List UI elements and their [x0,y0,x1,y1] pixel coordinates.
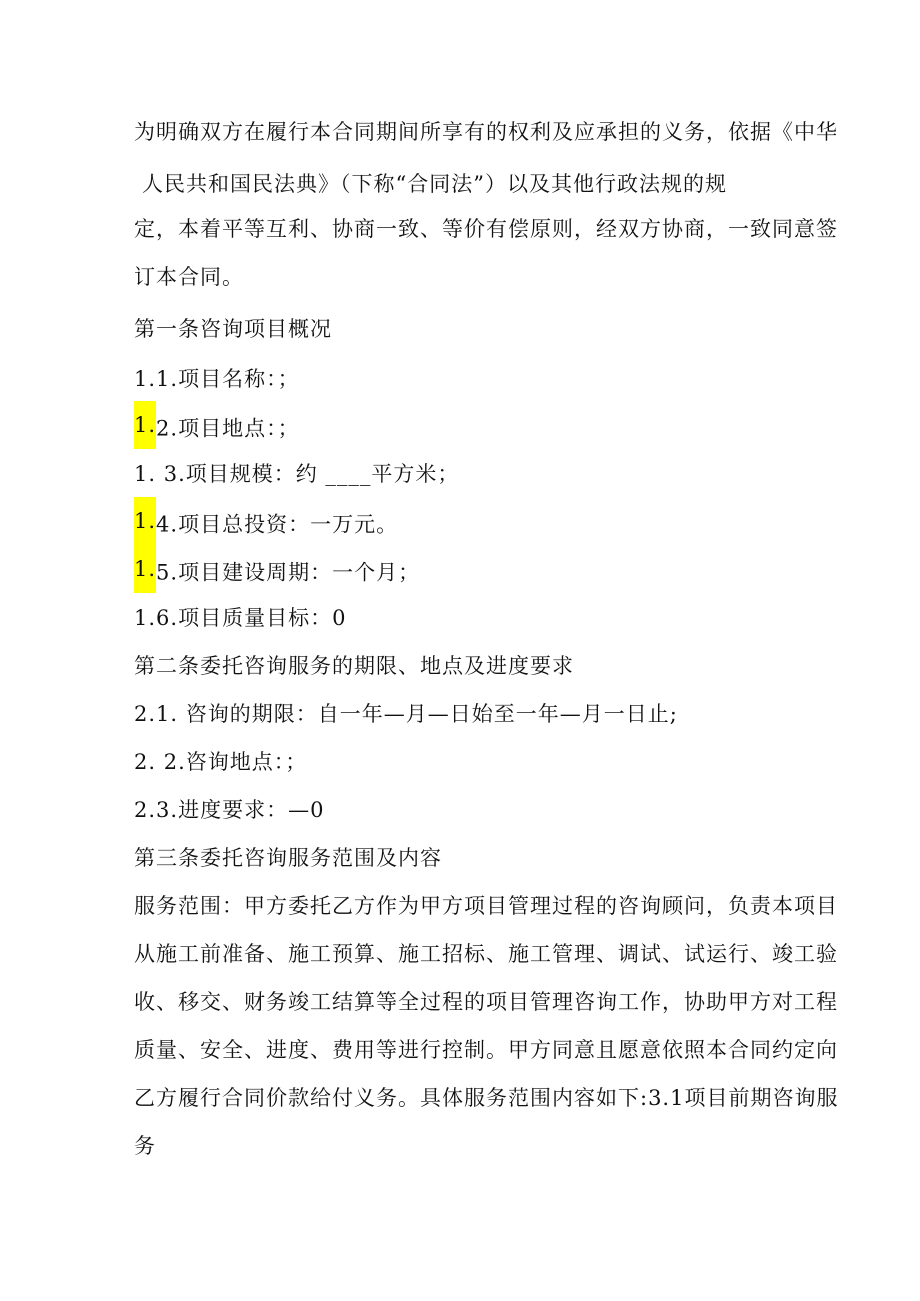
article-3-title: 第三条委托咨询服务范围及内容 [134,846,442,870]
item-number: 1. [134,367,157,391]
item-text: 5.项目建设周期：一个月； [156,560,421,585]
item-text: 4.项目总投资：一万元。 [156,512,399,537]
item-text: 3.项目规模：约 ____平方米； [156,462,460,486]
item-text: 1.项目名称：； [156,367,300,391]
article-1-item [134,411,300,449]
article-3-body-line: 乙方履行合同价款给付义务。具体服务范围内容如下:3.1项目前期咨询服 [134,1086,839,1110]
intro-line-1: 为明确双方在履行本合同期间所享有的权利及应承担的义务，依据《中华 [134,120,838,144]
article-2-item: 2.3.进度要求：—0 [134,798,325,822]
article-3-body-line: 收、移交、财务竣工结算等全过程的项目管理咨询工作，协助甲方对工程 [134,990,838,1014]
article-1-title: 第一条咨询项目概况 [134,317,332,341]
article-2-item: 2.1. 咨询的期限：自一年—月—日始至一年—月一日止; [134,702,678,726]
article-1-item [134,603,346,633]
article-1-item [134,507,398,545]
highlighted-item-number: 1. [134,401,156,449]
article-3-body-line: 质量、安全、进度、费用等进行控制。甲方同意且愿意依照本合同约定向 [134,1038,838,1062]
intro-line-3: 定，本着平等互利、协商一致、等价有偿原则，经双方协商，一致同意签 [134,217,838,241]
highlighted-item-number: 1. [134,497,156,545]
article-2-title: 第二条委托咨询服务的期限、地点及进度要求 [134,654,574,678]
article-3-body-line: 服务范围：甲方委托乙方作为甲方项目管理过程的咨询顾问，负责本项目 [134,894,838,918]
item-text: 2.项目地点：； [156,416,300,441]
item-number: 1. [134,606,157,630]
intro-line-4: 订本合同。 [134,265,244,289]
item-text: 6.项目质量目标：0 [156,606,347,630]
article-3-body-line: 务 [134,1134,156,1158]
article-2-item: 2. 2.咨询地点：； [134,750,308,774]
article-1-item [134,555,420,593]
item-number: 1. [134,462,157,486]
article-3-body-line: 从施工前准备、施工预算、施工招标、施工管理、调试、试运行、竣工验 [134,942,838,966]
article-1-item [134,364,300,394]
intro-line-2: 人民共和国民法典》（下称“合同法”）以及其他行政法规的规 [142,172,727,196]
article-1-item [134,459,459,489]
highlighted-item-number: 1. [134,545,156,593]
